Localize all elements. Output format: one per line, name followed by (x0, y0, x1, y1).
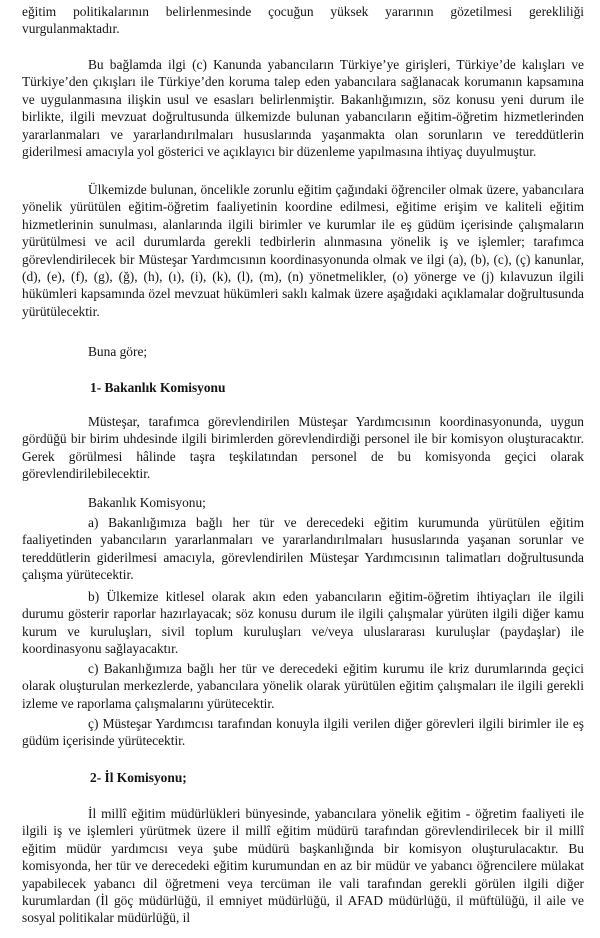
paragraph-komisyon: Müsteşar, tarafımca görevlendirilen Müsteşar Yardımcısının koordinasyonunda, uygun gördüğü bir birim uhdesinde ilgili birimlerden görevlendirdiği personel ile bir komisyon oluşturacaktır. Gerek görülmesi hâlinde taşra teşkilatından personel de bu komisyonda geçici olarak görevlendirilebilecektir. (22, 414, 584, 482)
buna-gore-text: Buna göre; (88, 344, 148, 359)
paragraph-kanun: Bu bağlamda ilgi (c) Kanunda yabancıların Türkiye’ye girişleri, Türkiye’de kalışları ve Türkiye’den çıkışları ile Türkiye’den koruma talep eden yabancılara sağlanacak korumanın kapsamına ve uygulanmasına ilişkin usul ve esasları belirlenmiştir. Bakanlığımızın, söz konusu yeni durum ile birlikte, ilgili mevzuat doğrultusunda ülkemizde bulunan yabancıların eğitim-öğretim hizmetlerinden yararlanmaları ve yararlandırılmaları hususlarında yaşanmakta olan sorunların ve tereddütlerin giderilmesi amacıyla yol gösterici ve açıklayıcı bir düzenleme yapılmasına ihtiyaç duyulmuştur. (22, 57, 584, 160)
section-heading-il-komisyonu: 2- İl Komisyonu; (90, 770, 187, 785)
list-item-cc: ç) Müsteşar Yardımcısı tarafından konuyla ilgili verilen diğer görevleri ilgili birimler ile eş güdüm içerisinde yürütecektir. (22, 716, 584, 749)
paragraph-yabancilar: Ülkemizde bulunan, öncelikle zorunlu eğitim çağındaki öğrenciler olmak üzere, yabancılara yönelik yürütülen eğitim-öğretim faaliyetinin koordine edilmesi, eğitime erişim ve kaliteli eğitim hizmetlerinin sunulması, alanlarında ilgili birimler ve kurumlar ile eş güdüm içerisinde çalışmaların yürütülmesi ve acil durumlarda gerekli tedbirlerin alınmasına yönelik iş ve işlemler; tarafımca görevlendirilecek bir Müsteşar Yardımcısının koordinasyonunda olmak ve ilgi (a), (b), (c), (ç) kanunlar, (d), (e), (f), (g), (ğ), (h), (ı), (i), (k), (l), (m), (n) yönetmelikler, (o) yönerge ve (j) kılavuzun ilgili hükümleri kapsamında özel mevzuat hükümleri saklı kalmak üzere aşağıdaki açıklamalar doğrultusunda yürütülecektir. (22, 182, 584, 319)
paragraph-intro-end: eğitim politikalarının belirlenmesinde çocuğun yüksek yararının gözetilmesi gerekliliği vurgulanmaktadır. (22, 4, 584, 37)
paragraph-il-komisyonu: İl millî eğitim müdürlükleri bünyesinde, yabancılara yönelik eğitim - öğretim faaliyeti ile ilgili iş ve işlemleri yürütmek üzere il millî eğitim müdürü tarafından görevlendirilecek bir il millî eğitim müdür yardımcısı veya şube müdürü başkanlığında bir komisyon oluşturulacaktır. Bu komisyonda, her tür ve derecedeki eğitim kurumundan en az bir müdür ve yabancı öğrencilere mülakat yapabilecek yabancı dil öğretmeni veya tercüman ile vali tarafından gerekli görülen ilgili diğer kurumlardan (İl göç müdürlüğü, il emniyet müdürlüğü, il AFAD müdürlüğü, il müftülüğü, il aile ve sosyal politikalar müdürlüğü, il (22, 806, 584, 926)
list-item-b: b) Ülkemize kitlesel olarak akın eden yabancıların eğitim-öğretim ihtiyaçları ile ilgili durumu gösterir raporlar hazırlayacak; söz konusu durum ile ilgili çalışmalar yürüten ilgili diğer kamu kurum ve kuruluşları, sivil toplum kuruluşları ve/veya uluslararası kuruluşlar (paydaşlar) ile koordinasyonu sağlayacaktır. (22, 589, 584, 657)
list-item-c: c) Bakanlığımıza bağlı her tür ve derecedeki eğitim kurumu ile kriz durumlarında geçici olarak oluşturulan merkezlerde, yabancılara yönelik olarak yürütülen eğitim çalışmaları ile ilgili gerekli izleme ve raporlama çalışmalarını yürütecektir. (22, 661, 584, 711)
list-item-a: a) Bakanlığımıza bağlı her tür ve derecedeki eğitim kurumunda yürütülen eğitim faaliyetinden yabancıların yararlanmaları ve yararlandırılmaları hususlarında yaşanan sorunlar ve tereddütlerin giderilmesi amacıyla, görevlendirilen Müsteşar Yardımcısının talimatları doğrultusunda çalışma yürütecektir. (22, 515, 584, 583)
section-heading-bakanlik-komisyonu: 1- Bakanlık Komisyonu (90, 380, 226, 395)
bakanlik-komisyonu-label: Bakanlık Komisyonu; (88, 495, 206, 510)
